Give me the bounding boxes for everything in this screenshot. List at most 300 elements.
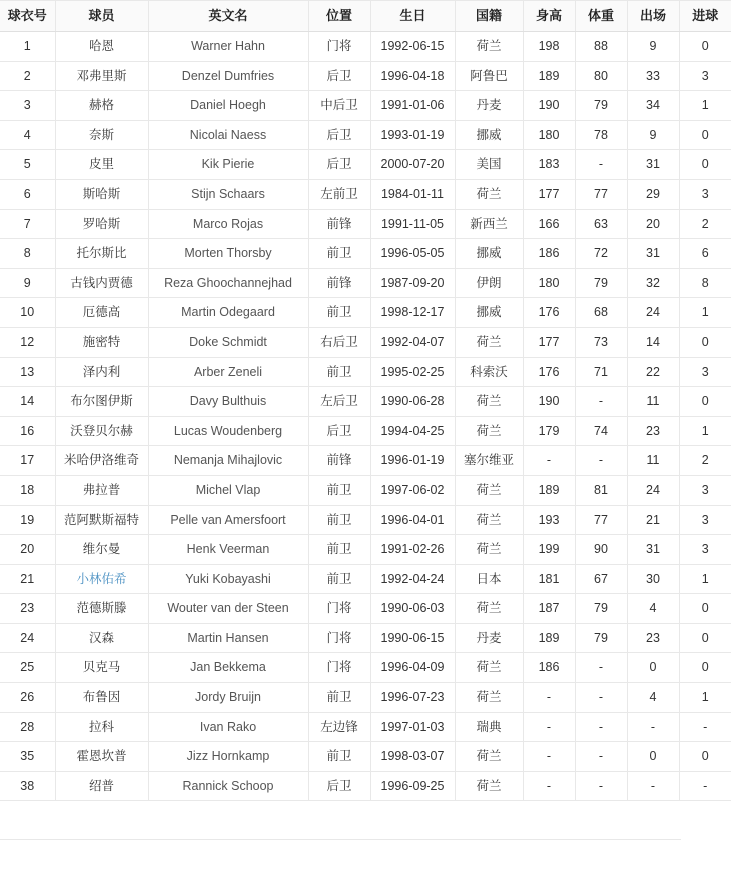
cell-weight: 81: [575, 475, 627, 505]
cell-weight: 73: [575, 327, 627, 357]
cell-position: 后卫: [308, 771, 370, 801]
cell-goals: 0: [679, 32, 731, 62]
cell-number: 10: [0, 298, 55, 328]
cell-position: 后卫: [308, 61, 370, 91]
cell-goals: 0: [679, 387, 731, 417]
table-row: [0, 623, 731, 653]
cell-weight: -: [575, 683, 627, 713]
cell-name_cn[interactable]: 奈斯: [55, 120, 148, 150]
cell-appearances: 14: [627, 327, 679, 357]
cell-number: 19: [0, 505, 55, 535]
cell-name_en: Doke Schmidt: [148, 327, 308, 357]
cell-birthday: 1996-04-18: [370, 61, 455, 91]
cell-birthday: 1991-02-26: [370, 535, 455, 565]
cell-birthday: 1997-06-02: [370, 475, 455, 505]
cell-name_cn[interactable]: 古钱内贾德: [55, 268, 148, 298]
cell-position: 前锋: [308, 446, 370, 476]
cell-name_en: Lucas Woudenberg: [148, 416, 308, 446]
cell-name_cn[interactable]: 托尔斯比: [55, 239, 148, 269]
cell-birthday: 1996-04-01: [370, 505, 455, 535]
cell-appearances: 32: [627, 268, 679, 298]
cell-appearances: 0: [627, 742, 679, 772]
table-row: [0, 564, 731, 594]
cell-birthday: 1996-01-19: [370, 446, 455, 476]
cell-weight: -: [575, 387, 627, 417]
cell-number: 35: [0, 742, 55, 772]
cell-number: 26: [0, 683, 55, 713]
cell-name_cn[interactable]: 拉科: [55, 712, 148, 742]
cell-number: 5: [0, 150, 55, 180]
cell-weight: 77: [575, 505, 627, 535]
cell-height: 176: [523, 298, 575, 328]
cell-name_en: Jordy Bruijn: [148, 683, 308, 713]
cell-nationality: 瑞典: [455, 712, 523, 742]
cell-weight: -: [575, 446, 627, 476]
cell-goals: -: [679, 712, 731, 742]
cell-height: 186: [523, 239, 575, 269]
cell-weight: -: [575, 712, 627, 742]
cell-nationality: 荷兰: [455, 416, 523, 446]
column-header-number[interactable]: 球衣号: [0, 1, 55, 32]
cell-nationality: 荷兰: [455, 742, 523, 772]
cell-name_en: Arber Zeneli: [148, 357, 308, 387]
cell-weight: 88: [575, 32, 627, 62]
table-row: [0, 594, 731, 624]
cell-name_cn[interactable]: 绍普: [55, 771, 148, 801]
table-row: [0, 416, 731, 446]
cell-number: 16: [0, 416, 55, 446]
cell-position: 前锋: [308, 209, 370, 239]
cell-height: -: [523, 683, 575, 713]
cell-height: 190: [523, 91, 575, 121]
cell-appearances: 9: [627, 32, 679, 62]
cell-goals: 3: [679, 475, 731, 505]
cell-name_cn[interactable]: 皮里: [55, 150, 148, 180]
cell-appearances: 4: [627, 594, 679, 624]
column-header-nationality[interactable]: 国籍: [455, 1, 523, 32]
cell-height: 189: [523, 61, 575, 91]
cell-number: 2: [0, 61, 55, 91]
cell-appearances: 31: [627, 535, 679, 565]
cell-position: 前卫: [308, 298, 370, 328]
cell-nationality: 荷兰: [455, 505, 523, 535]
cell-name_cn[interactable]: 厄德高: [55, 298, 148, 328]
table-row: [0, 209, 731, 239]
cell-birthday: 1994-04-25: [370, 416, 455, 446]
cell-nationality: 荷兰: [455, 387, 523, 417]
cell-goals: 0: [679, 120, 731, 150]
cell-birthday: 1990-06-03: [370, 594, 455, 624]
cell-position: 门将: [308, 623, 370, 653]
cell-height: 190: [523, 387, 575, 417]
cell-nationality: 荷兰: [455, 475, 523, 505]
cell-weight: 79: [575, 623, 627, 653]
cell-name_cn[interactable]: 维尔曼: [55, 535, 148, 565]
cell-number: 23: [0, 594, 55, 624]
cell-name_en: Pelle van Amersfoort: [148, 505, 308, 535]
cell-goals: 1: [679, 564, 731, 594]
cell-number: 3: [0, 91, 55, 121]
cell-number: 25: [0, 653, 55, 683]
cell-birthday: 1996-04-09: [370, 653, 455, 683]
cell-nationality: 丹麦: [455, 623, 523, 653]
cell-number: 24: [0, 623, 55, 653]
cell-position: 左后卫: [308, 387, 370, 417]
cell-name_cn[interactable]: 贝克马: [55, 653, 148, 683]
cell-goals: 3: [679, 357, 731, 387]
cell-position: 左前卫: [308, 179, 370, 209]
cell-appearances: 29: [627, 179, 679, 209]
cell-name_cn[interactable]: 布尔图伊斯: [55, 387, 148, 417]
cell-name_en: Jan Bekkema: [148, 653, 308, 683]
table-row: [0, 535, 731, 565]
cell-birthday: 1990-06-15: [370, 623, 455, 653]
cell-name_en: Wouter van der Steen: [148, 594, 308, 624]
cell-position: 前卫: [308, 742, 370, 772]
cell-birthday: 1996-09-25: [370, 771, 455, 801]
cell-name_cn[interactable]: 泽内利: [55, 357, 148, 387]
cell-birthday: 1996-07-23: [370, 683, 455, 713]
cell-name_cn[interactable]: 哈恩: [55, 32, 148, 62]
table-header: [0, 1, 731, 32]
cell-nationality: 挪威: [455, 120, 523, 150]
cell-goals: 0: [679, 653, 731, 683]
cell-appearances: 30: [627, 564, 679, 594]
cell-height: 183: [523, 150, 575, 180]
cell-nationality: 日本: [455, 564, 523, 594]
cell-number: 18: [0, 475, 55, 505]
cell-name_en: Martin Odegaard: [148, 298, 308, 328]
cell-birthday: 1991-01-06: [370, 91, 455, 121]
cell-goals: 0: [679, 327, 731, 357]
cell-appearances: 21: [627, 505, 679, 535]
cell-weight: 78: [575, 120, 627, 150]
cell-weight: 63: [575, 209, 627, 239]
column-header-english-name[interactable]: 英文名: [148, 1, 308, 32]
cell-weight: 79: [575, 91, 627, 121]
cell-weight: -: [575, 653, 627, 683]
cell-height: 186: [523, 653, 575, 683]
cell-nationality: 荷兰: [455, 179, 523, 209]
cell-nationality: 荷兰: [455, 32, 523, 62]
column-header-position[interactable]: 位置: [308, 1, 370, 32]
cell-height: 177: [523, 327, 575, 357]
column-header-player[interactable]: 球员: [55, 1, 148, 32]
column-header-birthday[interactable]: 生日: [370, 1, 455, 32]
cell-birthday: 1996-05-05: [370, 239, 455, 269]
cell-number: 13: [0, 357, 55, 387]
cell-number: 12: [0, 327, 55, 357]
cell-nationality: 荷兰: [455, 327, 523, 357]
cell-position: 门将: [308, 594, 370, 624]
table-row: [0, 298, 731, 328]
cell-name_cn[interactable]: 斯哈斯: [55, 179, 148, 209]
cell-position: 前卫: [308, 357, 370, 387]
cell-position: 门将: [308, 653, 370, 683]
cell-appearances: 24: [627, 475, 679, 505]
cell-birthday: 1993-01-19: [370, 120, 455, 150]
column-header-height[interactable]: 身高: [523, 1, 575, 32]
cell-weight: 72: [575, 239, 627, 269]
cell-name_en: Henk Veerman: [148, 535, 308, 565]
cell-appearances: 33: [627, 61, 679, 91]
cell-goals: 0: [679, 594, 731, 624]
cell-name_cn[interactable]: 赫格: [55, 91, 148, 121]
cell-name_cn[interactable]: 沃登贝尔赫: [55, 416, 148, 446]
cell-height: 179: [523, 416, 575, 446]
cell-appearances: 20: [627, 209, 679, 239]
cell-appearances: 24: [627, 298, 679, 328]
cell-nationality: 荷兰: [455, 771, 523, 801]
cell-weight: 79: [575, 594, 627, 624]
cell-birthday: 1992-04-24: [370, 564, 455, 594]
cell-goals: 1: [679, 91, 731, 121]
table-row: [0, 239, 731, 269]
cell-name_en: Reza Ghoochannejhad: [148, 268, 308, 298]
cell-appearances: 0: [627, 653, 679, 683]
cell-name_cn[interactable]: 邓弗里斯: [55, 61, 148, 91]
cell-name_cn[interactable]: 米哈伊洛维奇: [55, 446, 148, 476]
cell-nationality: 伊朗: [455, 268, 523, 298]
cell-nationality: 美国: [455, 150, 523, 180]
cell-name_en: Nicolai Naess: [148, 120, 308, 150]
cell-name_en: Ivan Rako: [148, 712, 308, 742]
cell-name_cn[interactable]: 施密特: [55, 327, 148, 357]
cell-number: 21: [0, 564, 55, 594]
cell-position: 前卫: [308, 239, 370, 269]
cell-name_en: Davy Bulthuis: [148, 387, 308, 417]
cell-nationality: 荷兰: [455, 594, 523, 624]
cell-height: 193: [523, 505, 575, 535]
cell-appearances: 11: [627, 387, 679, 417]
cell-birthday: 1997-01-03: [370, 712, 455, 742]
table-row: [0, 91, 731, 121]
cell-appearances: 11: [627, 446, 679, 476]
cell-weight: 77: [575, 179, 627, 209]
cell-nationality: 科索沃: [455, 357, 523, 387]
cell-nationality: 阿鲁巴: [455, 61, 523, 91]
cell-name_en: Yuki Kobayashi: [148, 564, 308, 594]
cell-number: 38: [0, 771, 55, 801]
cell-number: 20: [0, 535, 55, 565]
cell-birthday: 1998-03-07: [370, 742, 455, 772]
cell-goals: 3: [679, 61, 731, 91]
cell-name_en: Michel Vlap: [148, 475, 308, 505]
table-row: [0, 120, 731, 150]
cell-number: 9: [0, 268, 55, 298]
cell-weight: 67: [575, 564, 627, 594]
table-row: [0, 179, 731, 209]
cell-height: 181: [523, 564, 575, 594]
cell-birthday: 1998-12-17: [370, 298, 455, 328]
cell-position: 中后卫: [308, 91, 370, 121]
cell-appearances: -: [627, 712, 679, 742]
cell-position: 后卫: [308, 416, 370, 446]
cell-name_en: Rannick Schoop: [148, 771, 308, 801]
cell-name_cn[interactable]: 小林佑希: [55, 564, 148, 594]
cell-height: 189: [523, 475, 575, 505]
column-header-goals[interactable]: 进球: [679, 1, 731, 32]
cell-goals: 0: [679, 742, 731, 772]
table-row: [0, 327, 731, 357]
cell-number: 14: [0, 387, 55, 417]
cell-weight: 71: [575, 357, 627, 387]
cell-goals: -: [679, 771, 731, 801]
table-row: [0, 771, 731, 801]
cell-appearances: 23: [627, 416, 679, 446]
cell-name_cn[interactable]: 范德斯滕: [55, 594, 148, 624]
cell-nationality: 荷兰: [455, 653, 523, 683]
cell-goals: 3: [679, 535, 731, 565]
cell-nationality: 挪威: [455, 298, 523, 328]
cell-name_cn[interactable]: 布鲁因: [55, 683, 148, 713]
cell-nationality: 塞尔维亚: [455, 446, 523, 476]
table-row: [0, 357, 731, 387]
cell-height: 166: [523, 209, 575, 239]
cell-position: 前卫: [308, 505, 370, 535]
cell-height: -: [523, 446, 575, 476]
cell-goals: 2: [679, 446, 731, 476]
cell-number: 8: [0, 239, 55, 269]
cell-goals: 1: [679, 683, 731, 713]
cell-appearances: 31: [627, 150, 679, 180]
table-footer-strip: [0, 801, 681, 840]
cell-appearances: 9: [627, 120, 679, 150]
cell-goals: 1: [679, 298, 731, 328]
cell-height: -: [523, 712, 575, 742]
cell-height: 199: [523, 535, 575, 565]
column-header-weight[interactable]: 体重: [575, 1, 627, 32]
cell-birthday: 1995-02-25: [370, 357, 455, 387]
table-row: [0, 475, 731, 505]
cell-name_cn[interactable]: 弗拉普: [55, 475, 148, 505]
cell-name_en: Denzel Dumfries: [148, 61, 308, 91]
cell-name_en: Nemanja Mihajlovic: [148, 446, 308, 476]
cell-nationality: 丹麦: [455, 91, 523, 121]
cell-position: 后卫: [308, 150, 370, 180]
table-row: [0, 742, 731, 772]
cell-goals: 0: [679, 150, 731, 180]
cell-name_cn[interactable]: 汉森: [55, 623, 148, 653]
cell-appearances: 23: [627, 623, 679, 653]
cell-appearances: 34: [627, 91, 679, 121]
table-row: [0, 653, 731, 683]
cell-height: -: [523, 742, 575, 772]
table-row: [0, 61, 731, 91]
cell-number: 7: [0, 209, 55, 239]
cell-number: 6: [0, 179, 55, 209]
cell-goals: 2: [679, 209, 731, 239]
cell-height: 187: [523, 594, 575, 624]
cell-height: 177: [523, 179, 575, 209]
cell-appearances: 22: [627, 357, 679, 387]
table-row: [0, 683, 731, 713]
cell-number: 1: [0, 32, 55, 62]
cell-height: -: [523, 771, 575, 801]
cell-birthday: 1984-01-11: [370, 179, 455, 209]
cell-height: 176: [523, 357, 575, 387]
cell-goals: 3: [679, 505, 731, 535]
table-row: [0, 268, 731, 298]
cell-name_en: Stijn Schaars: [148, 179, 308, 209]
cell-nationality: 荷兰: [455, 683, 523, 713]
table-row: [0, 32, 731, 62]
cell-position: 门将: [308, 32, 370, 62]
cell-name_cn[interactable]: 霍恩坎普: [55, 742, 148, 772]
cell-birthday: 1992-04-07: [370, 327, 455, 357]
cell-height: 180: [523, 268, 575, 298]
cell-position: 后卫: [308, 120, 370, 150]
cell-position: 右后卫: [308, 327, 370, 357]
table-row: [0, 712, 731, 742]
cell-name_en: Kik Pierie: [148, 150, 308, 180]
cell-weight: 80: [575, 61, 627, 91]
cell-goals: 1: [679, 416, 731, 446]
cell-weight: -: [575, 150, 627, 180]
table-row: [0, 505, 731, 535]
cell-position: 前卫: [308, 535, 370, 565]
cell-name_en: Morten Thorsby: [148, 239, 308, 269]
cell-name_cn[interactable]: 范阿默斯福特: [55, 505, 148, 535]
cell-goals: 8: [679, 268, 731, 298]
cell-name_cn[interactable]: 罗哈斯: [55, 209, 148, 239]
cell-goals: 3: [679, 179, 731, 209]
table-row: [0, 150, 731, 180]
table-header-row: [0, 1, 731, 32]
cell-height: 180: [523, 120, 575, 150]
cell-birthday: 1992-06-15: [370, 32, 455, 62]
cell-weight: -: [575, 771, 627, 801]
cell-weight: -: [575, 742, 627, 772]
cell-weight: 90: [575, 535, 627, 565]
cell-name_en: Martin Hansen: [148, 623, 308, 653]
cell-position: 左边锋: [308, 712, 370, 742]
cell-position: 前卫: [308, 475, 370, 505]
cell-number: 17: [0, 446, 55, 476]
cell-name_en: Daniel Hoegh: [148, 91, 308, 121]
cell-height: 198: [523, 32, 575, 62]
cell-name_en: Warner Hahn: [148, 32, 308, 62]
cell-appearances: -: [627, 771, 679, 801]
cell-goals: 0: [679, 623, 731, 653]
cell-birthday: 1987-09-20: [370, 268, 455, 298]
cell-nationality: 新西兰: [455, 209, 523, 239]
cell-birthday: 1991-11-05: [370, 209, 455, 239]
cell-weight: 74: [575, 416, 627, 446]
cell-nationality: 挪威: [455, 239, 523, 269]
table-row: [0, 387, 731, 417]
cell-number: 4: [0, 120, 55, 150]
table-row: [0, 446, 731, 476]
cell-height: 189: [523, 623, 575, 653]
cell-birthday: 1990-06-28: [370, 387, 455, 417]
cell-position: 前卫: [308, 683, 370, 713]
table-body: [0, 32, 731, 801]
cell-number: 28: [0, 712, 55, 742]
cell-appearances: 4: [627, 683, 679, 713]
cell-goals: 6: [679, 239, 731, 269]
cell-appearances: 31: [627, 239, 679, 269]
cell-birthday: 2000-07-20: [370, 150, 455, 180]
cell-position: 前锋: [308, 268, 370, 298]
column-header-appearances[interactable]: 出场: [627, 1, 679, 32]
cell-weight: 79: [575, 268, 627, 298]
cell-nationality: 荷兰: [455, 535, 523, 565]
cell-name_en: Marco Rojas: [148, 209, 308, 239]
cell-position: 前卫: [308, 564, 370, 594]
cell-weight: 68: [575, 298, 627, 328]
cell-name_en: Jizz Hornkamp: [148, 742, 308, 772]
